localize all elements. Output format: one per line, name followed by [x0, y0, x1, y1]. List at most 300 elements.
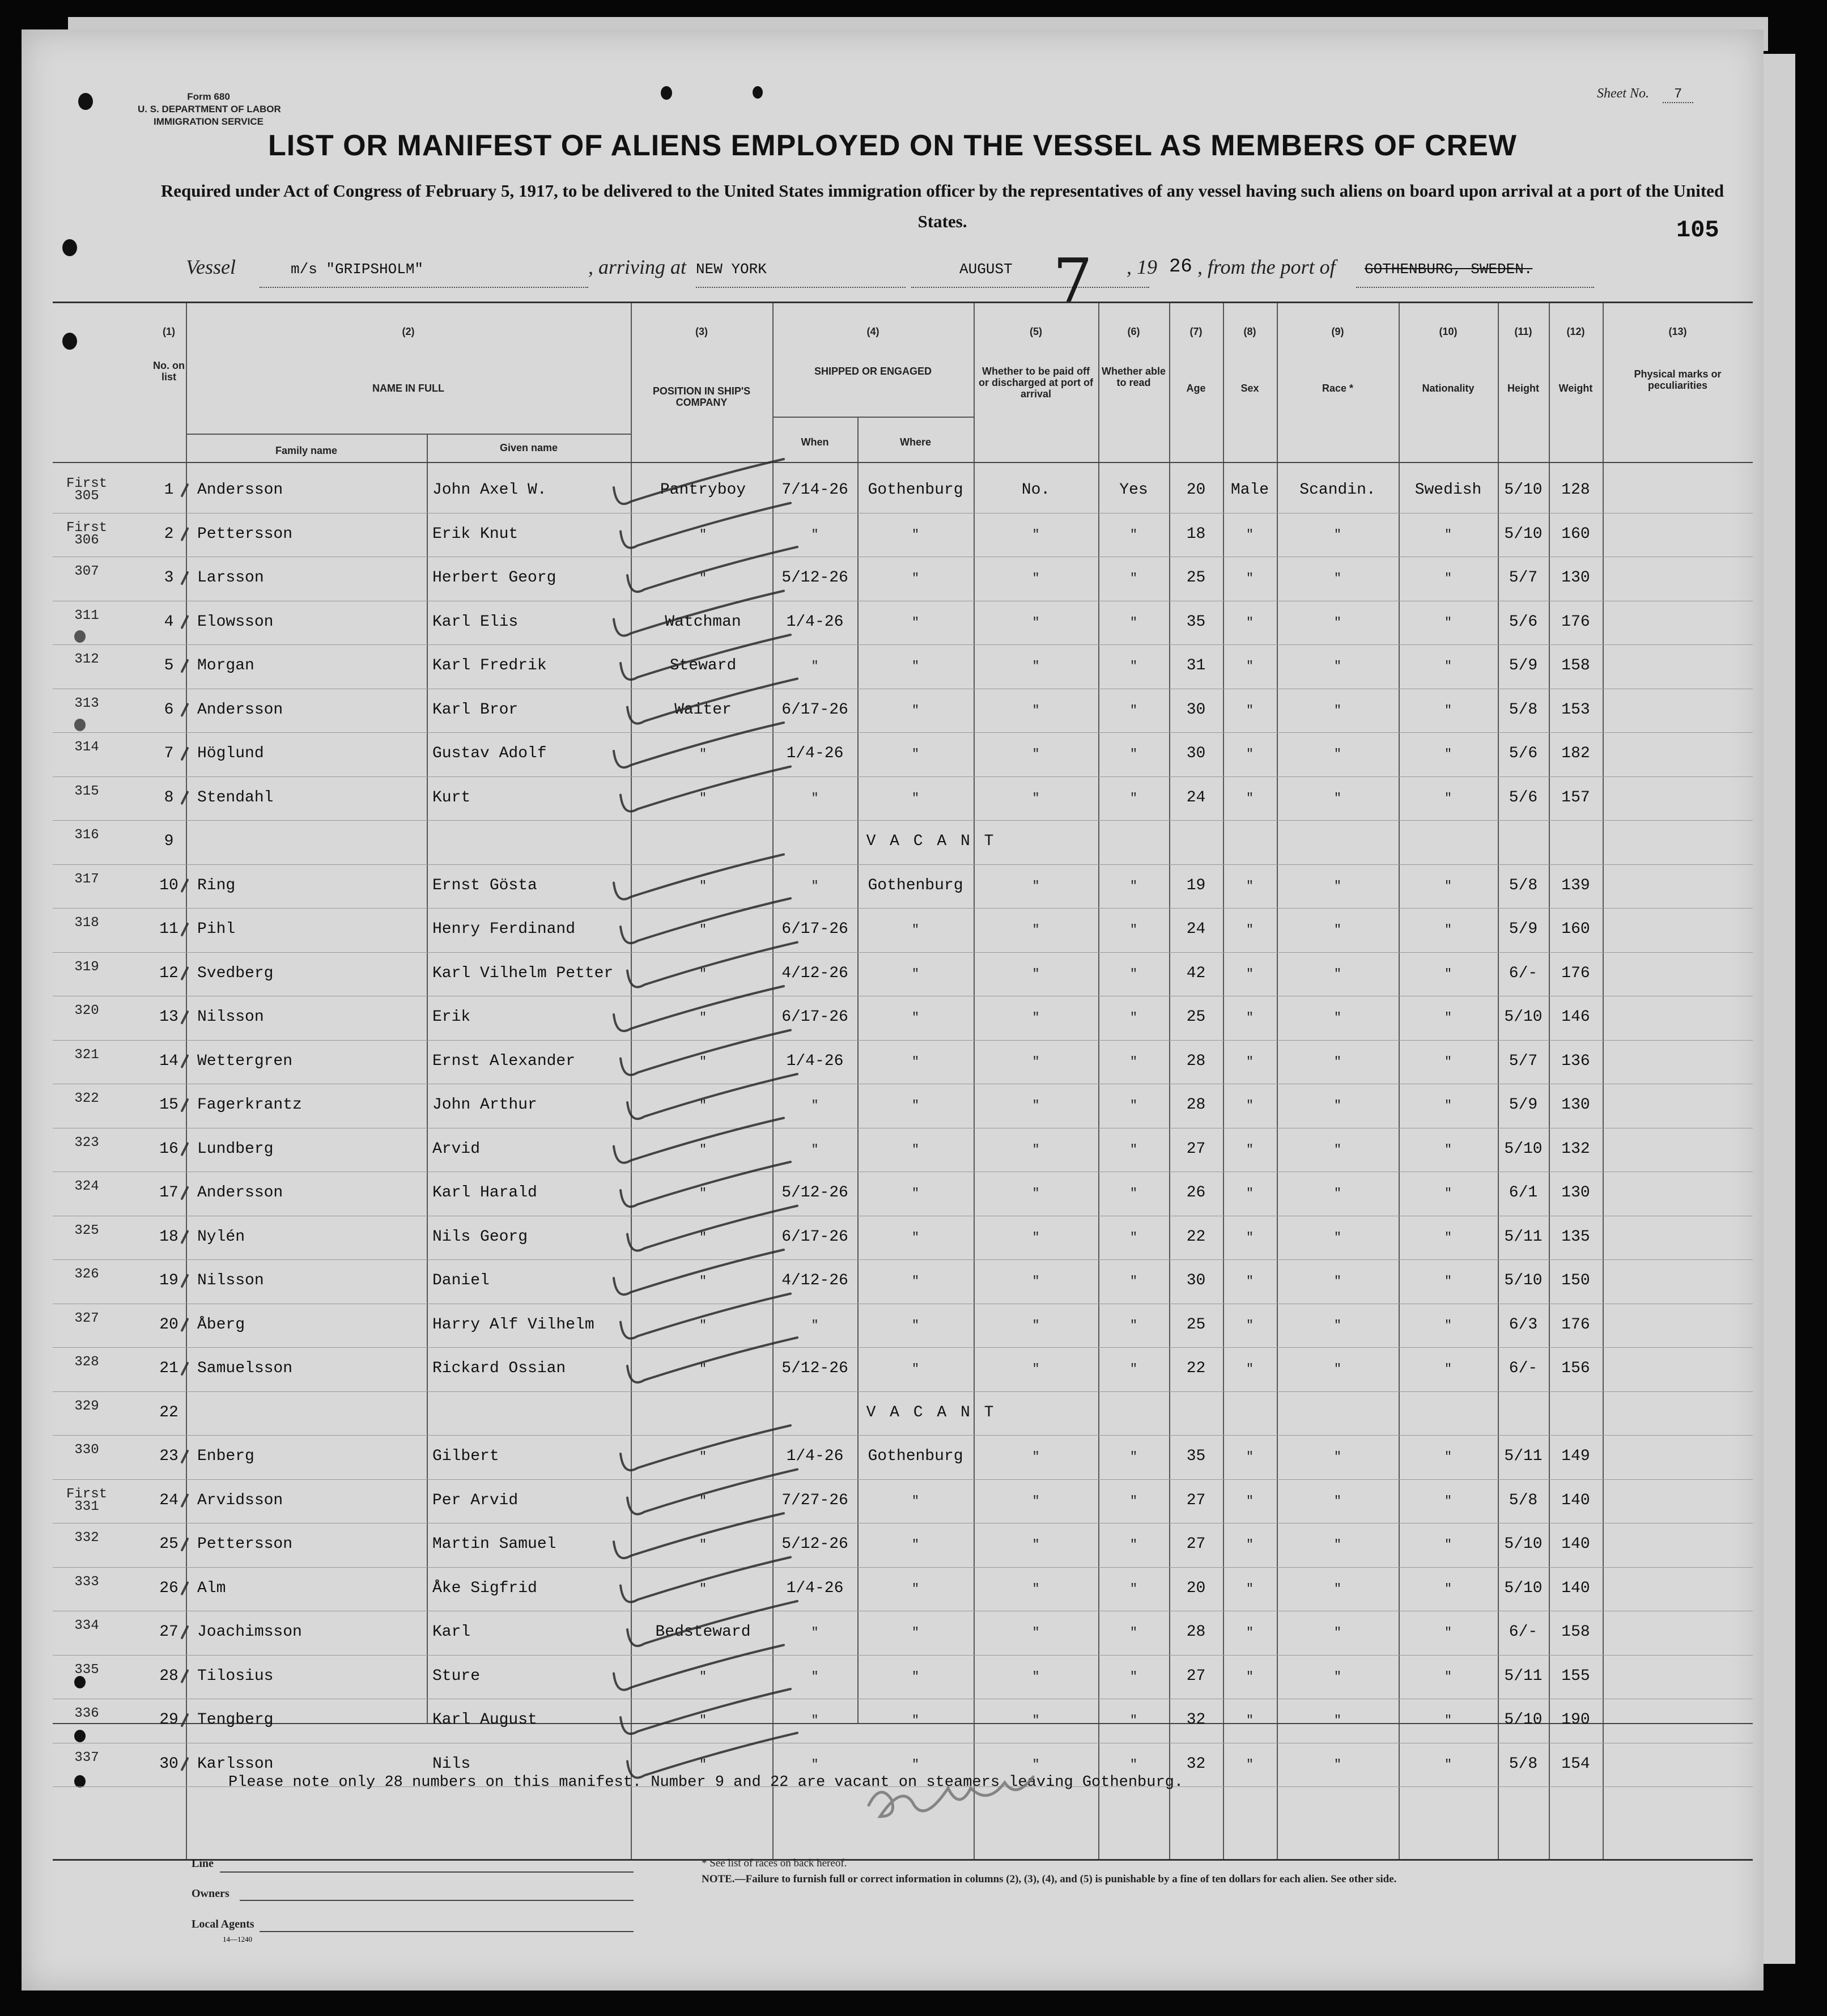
check-mark [627, 1733, 797, 1778]
cell-read: " [1129, 1098, 1138, 1113]
cell-no: 29 [159, 1711, 179, 1729]
cell-when: 5/12-26 [781, 569, 848, 587]
cell-read: " [1129, 527, 1138, 542]
margin-number: 330 [74, 1442, 99, 1458]
tick-mark [182, 572, 188, 584]
margin-number: 312 [74, 652, 99, 667]
cell-nat: " [1444, 1757, 1452, 1772]
cell-when: 1/4-26 [786, 1579, 844, 1597]
cell-sex: " [1246, 571, 1254, 585]
cell-height: 5/6 [1509, 745, 1538, 762]
cell-family: Andersson [197, 1184, 283, 1202]
cell-nat: " [1444, 1538, 1452, 1552]
margin-number: First 305 [66, 476, 107, 504]
cell-nat: " [1444, 1669, 1452, 1684]
margin-number: 321 [74, 1047, 99, 1063]
tick-mark [182, 924, 188, 935]
cell-height: 5/9 [1509, 657, 1538, 674]
cell-when: 7/14-26 [781, 481, 848, 499]
cell-height: 5/8 [1509, 876, 1538, 894]
cell-weight: 149 [1561, 1448, 1590, 1465]
cell-age: 24 [1186, 788, 1206, 807]
cell-when: " [811, 1669, 819, 1684]
cell-family: Pettersson [197, 1535, 293, 1553]
cell-position: " [699, 1362, 707, 1376]
header-race: Race * [1322, 383, 1354, 394]
cell-where: " [911, 1318, 920, 1332]
margin-number: 315 [74, 783, 99, 799]
cell-height: 5/8 [1509, 1755, 1538, 1773]
cell-paid: " [1032, 747, 1040, 761]
handwritten-check-marks [53, 303, 1753, 1859]
cell-no: 26 [159, 1579, 179, 1597]
cell-where: " [911, 1538, 920, 1552]
tick-mark [182, 1759, 188, 1770]
cell-given: Karl Elis [432, 613, 519, 631]
cell-weight: 160 [1561, 525, 1590, 543]
cell-paid: " [1032, 1186, 1040, 1200]
cell-where: Gothenburg [868, 1448, 963, 1465]
cell-weight: 154 [1561, 1755, 1590, 1773]
col-num-6: (6) [1127, 326, 1140, 337]
cell-position: " [699, 1186, 707, 1200]
cell-sex: " [1246, 1538, 1254, 1552]
cell-paid: " [1032, 1538, 1040, 1552]
cell-age: 22 [1186, 1360, 1206, 1377]
check-mark [614, 459, 784, 504]
cell-where: " [911, 1362, 920, 1376]
cell-family: Fagerkrantz [197, 1096, 302, 1114]
cell-position: " [699, 923, 707, 937]
cell-read: " [1129, 1318, 1138, 1332]
header-family-name: Family name [275, 445, 338, 456]
cell-sex: " [1246, 1230, 1254, 1245]
departure-label: , from the port of [1197, 256, 1336, 278]
cell-no: 24 [159, 1491, 179, 1509]
cell-height: 6/- [1509, 1623, 1538, 1641]
cell-weight: 176 [1561, 613, 1590, 631]
margin-number: 313 [74, 695, 99, 711]
cell-race: " [1333, 1142, 1342, 1157]
cell-given: Erik [432, 1008, 471, 1026]
cell-sex: " [1246, 1098, 1254, 1113]
cell-age: 42 [1186, 964, 1206, 982]
cell-where: " [911, 615, 920, 630]
cell-race: " [1333, 1230, 1342, 1245]
cell-nat: " [1444, 1493, 1452, 1508]
margin-number: 333 [74, 1574, 99, 1590]
cell-given: Nils Georg [432, 1228, 528, 1246]
cell-race: " [1333, 1581, 1342, 1596]
header-no-on-list: No. on list [153, 360, 185, 383]
cell-family: Morgan [197, 657, 254, 674]
check-mark [621, 1557, 791, 1602]
cell-age: 27 [1186, 1140, 1206, 1158]
cell-given: Karl Vilhelm Petter [432, 964, 614, 982]
cell-given: Nils [432, 1755, 471, 1773]
cell-age: 28 [1186, 1052, 1206, 1070]
cell-weight: 140 [1561, 1491, 1590, 1509]
cell-family: Nilsson [197, 1008, 264, 1026]
cell-paid: " [1032, 659, 1040, 673]
cell-paid: " [1032, 1274, 1040, 1288]
cell-family: Svedberg [197, 964, 274, 982]
margin-number: 325 [74, 1223, 99, 1238]
cell-paid: " [1032, 966, 1040, 981]
cell-age: 22 [1186, 1228, 1206, 1246]
cell-race: " [1333, 571, 1342, 585]
tick-mark [182, 485, 188, 496]
cell-height: 5/10 [1504, 1140, 1543, 1158]
departure-port: GOTHENBURG, SWEDEN. [1365, 261, 1533, 278]
cell-sex: " [1246, 747, 1254, 761]
tick-mark [182, 617, 188, 628]
cell-weight: 153 [1561, 701, 1590, 719]
cell-family: Joachimsson [197, 1623, 302, 1641]
cell-weight: 132 [1561, 1140, 1590, 1158]
cell-race: " [1333, 1318, 1342, 1332]
cell-read: " [1129, 615, 1138, 630]
cell-sex: " [1246, 703, 1254, 718]
cell-age: 27 [1186, 1491, 1206, 1509]
vacancy-note: Please note only 28 numbers on this manifest. Number 9 and 22 are vacant on steamers leaving Gothenburg. [228, 1774, 1184, 1791]
cell-race: " [1333, 659, 1342, 673]
cell-read: " [1129, 1142, 1138, 1157]
cell-where: " [911, 1669, 920, 1684]
cell-weight: 140 [1561, 1535, 1590, 1553]
cell-position: " [699, 1757, 707, 1772]
cell-height: 6/- [1509, 1360, 1538, 1377]
cell-given: Karl Fredrik [432, 657, 547, 674]
cell-family: Nilsson [197, 1272, 264, 1289]
arrival-port: NEW YORK [696, 261, 767, 278]
cell-read: " [1129, 747, 1138, 761]
check-mark [614, 986, 784, 1031]
manifest-page [22, 29, 1764, 1990]
cell-height: 6/3 [1509, 1315, 1538, 1334]
tick-mark [182, 968, 188, 979]
cell-paid: " [1032, 791, 1040, 805]
sheet-value: 7 [1663, 87, 1693, 103]
cell-when: " [811, 527, 819, 542]
check-mark [621, 1689, 791, 1734]
header-paid-off: Whether to be paid off or discharged at port of arrival [978, 366, 1094, 400]
cell-no: 10 [159, 876, 179, 894]
cell-age: 25 [1186, 1315, 1206, 1334]
cell-paid: " [1032, 878, 1040, 893]
arrival-day: 7 [1053, 245, 1093, 317]
cell-position: " [699, 1318, 707, 1332]
cell-where: " [911, 703, 920, 718]
cell-sex: " [1246, 1318, 1254, 1332]
col-num-3: (3) [695, 326, 708, 337]
cell-weight: 176 [1561, 1315, 1590, 1334]
cell-position: " [699, 571, 707, 585]
cell-race: Scandin. [1299, 481, 1376, 499]
cell-when: 1/4-26 [786, 1052, 844, 1070]
col-num-2: (2) [402, 326, 415, 337]
check-mark [621, 635, 791, 680]
tick-mark [182, 1363, 188, 1374]
cell-height: 5/6 [1509, 613, 1538, 631]
cell-no: 27 [159, 1623, 179, 1641]
cell-position: Pantryboy [660, 481, 746, 499]
cell-sex: " [1246, 527, 1254, 542]
cell-paid: " [1032, 703, 1040, 718]
tick-mark [182, 1012, 188, 1023]
cell-sex: " [1246, 1625, 1254, 1640]
tick-mark [182, 1144, 188, 1155]
cell-where: " [911, 1581, 920, 1596]
arriving-label: , arriving at [588, 256, 687, 278]
cell-read: " [1129, 571, 1138, 585]
punch-hole [78, 93, 93, 110]
cell-paid: " [1032, 1230, 1040, 1245]
cell-weight: 160 [1561, 920, 1590, 938]
cell-given: Per Arvid [432, 1491, 519, 1509]
margin-number: 329 [74, 1398, 99, 1414]
cell-read: Yes [1119, 481, 1148, 499]
cell-weight: 158 [1561, 1623, 1590, 1641]
cell-no: 1 [164, 481, 174, 499]
cell-race: " [1333, 747, 1342, 761]
cell-nat: " [1444, 1318, 1452, 1332]
cell-read: " [1129, 1625, 1138, 1640]
check-mark [621, 1030, 791, 1075]
cell-position: Watchman [665, 613, 741, 631]
form-print-code: 14—1240 [223, 1935, 252, 1943]
cell-position: " [699, 791, 707, 805]
cell-given: Gustav Adolf [432, 745, 547, 762]
tick-mark [182, 792, 188, 804]
cell-where: " [911, 527, 920, 542]
cell-no: 9 [164, 833, 174, 850]
cell-no: 12 [159, 964, 179, 982]
cell-nat: " [1444, 1054, 1452, 1069]
sheet-number [1597, 86, 1693, 102]
cell-when: 5/12-26 [781, 1535, 848, 1553]
cell-when: 5/12-26 [781, 1184, 848, 1202]
tick-mark [182, 1495, 188, 1506]
cell-age: 35 [1186, 613, 1206, 631]
cell-where: " [911, 1186, 920, 1200]
cell-paid: " [1032, 923, 1040, 937]
header-where: Where [899, 436, 931, 448]
margin-number: First 306 [66, 520, 107, 548]
cell-sex: " [1246, 1142, 1254, 1157]
col-num-7: (7) [1189, 326, 1203, 337]
cell-nat: " [1444, 1362, 1452, 1376]
cell-no: 14 [159, 1052, 179, 1070]
cell-race: " [1333, 878, 1342, 893]
cell-given: Ernst Gösta [432, 876, 537, 894]
margin-number: 328 [74, 1355, 99, 1370]
cell-age: 19 [1186, 876, 1206, 894]
check-mark [621, 1294, 791, 1339]
footer-line-label: Line [192, 1857, 214, 1870]
cell-nat: " [1444, 527, 1452, 542]
cell-no: 16 [159, 1140, 179, 1158]
cell-given: Gilbert [432, 1448, 499, 1465]
cell-position: Waiter [674, 701, 732, 719]
col-num-5: (5) [1030, 326, 1042, 337]
cell-nat: " [1444, 1098, 1452, 1113]
cell-weight: 182 [1561, 745, 1590, 762]
cell-read: " [1129, 966, 1138, 981]
cell-read: " [1129, 659, 1138, 673]
cell-position: " [699, 1230, 707, 1245]
cell-no: 20 [159, 1315, 179, 1334]
cell-where: " [911, 1493, 920, 1508]
check-mark [614, 1250, 784, 1295]
tick-mark [182, 1627, 188, 1638]
cell-no: 13 [159, 1008, 179, 1026]
cell-paid: " [1032, 1713, 1040, 1728]
cell-no: 23 [159, 1448, 179, 1465]
cell-race: " [1333, 1362, 1342, 1376]
header-able-to-read: Whether able to read [1101, 366, 1166, 388]
cell-race: " [1333, 966, 1342, 981]
cell-race: " [1333, 1713, 1342, 1728]
cell-height: 5/11 [1504, 1448, 1543, 1465]
cell-given: Karl [432, 1623, 471, 1641]
cell-nat: " [1444, 1230, 1452, 1245]
margin-number: 320 [74, 1003, 99, 1018]
cell-family: Karlsson [197, 1755, 274, 1773]
cell-paid: No. [1021, 481, 1051, 499]
margin-number: 332 [74, 1530, 99, 1546]
footer-agents-label: Local Agents [192, 1918, 254, 1930]
check-mark [614, 1118, 784, 1163]
check-mark [614, 855, 784, 899]
cell-given: Henry Ferdinand [432, 920, 576, 938]
cell-nat: " [1444, 571, 1452, 585]
tick-mark [182, 748, 188, 759]
cell-given: Harry Alf Vilhelm [432, 1315, 594, 1334]
cell-height: 5/11 [1504, 1228, 1543, 1246]
check-mark [614, 591, 784, 636]
race-footnote: * See list of races on back hereof. [702, 1857, 847, 1869]
tick-mark [182, 1451, 188, 1462]
header-age: Age [1186, 383, 1206, 394]
cell-sex: " [1246, 791, 1254, 805]
check-mark [614, 723, 784, 767]
form-identifier [138, 91, 279, 128]
cell-where: " [911, 1757, 920, 1772]
cell-height: 5/10 [1504, 1579, 1543, 1597]
cell-height: 5/7 [1509, 569, 1538, 587]
cell-when: 6/17-26 [781, 920, 848, 938]
cell-read: " [1129, 923, 1138, 937]
cell-given: Daniel [432, 1272, 490, 1289]
check-mark [627, 547, 797, 592]
cell-paid: " [1032, 1493, 1040, 1508]
cell-sex: Male [1230, 481, 1269, 499]
margin-number: 311 [74, 608, 99, 623]
cell-weight: 128 [1561, 481, 1590, 499]
cell-race: " [1333, 1669, 1342, 1684]
check-mark [627, 679, 797, 724]
col-num-11: (11) [1514, 326, 1532, 337]
cell-paid: " [1032, 1011, 1040, 1025]
cell-position: " [699, 1493, 707, 1508]
cell-position: " [699, 1713, 707, 1728]
service-name: IMMIGRATION SERVICE [154, 116, 264, 127]
header-when: When [801, 436, 829, 448]
cell-where: " [911, 966, 920, 981]
cell-paid: " [1032, 1669, 1040, 1684]
cell-height: 5/10 [1504, 481, 1543, 499]
cell-given: Arvid [432, 1140, 481, 1158]
cell-age: 20 [1186, 1579, 1206, 1597]
cell-when: " [811, 1713, 819, 1728]
cell-position: " [699, 1669, 707, 1684]
cell-race: " [1333, 527, 1342, 542]
col-num-9: (9) [1331, 326, 1344, 337]
cell-sex: " [1246, 615, 1254, 630]
cell-where: " [911, 747, 920, 761]
cell-nat: " [1444, 1186, 1452, 1200]
cell-read: " [1129, 1230, 1138, 1245]
cell-read: " [1129, 703, 1138, 718]
cell-height: 5/10 [1504, 1272, 1543, 1289]
cell-position: " [699, 747, 707, 761]
cell-sex: " [1246, 1450, 1254, 1464]
cell-where: " [911, 1274, 920, 1288]
check-mark [614, 1645, 784, 1690]
cell-given: Martin Samuel [432, 1535, 556, 1553]
cell-family: Lundberg [197, 1140, 274, 1158]
check-mark [627, 1074, 797, 1119]
check-mark [627, 1470, 797, 1514]
margin-number: 326 [74, 1267, 99, 1282]
cell-no: 21 [159, 1360, 179, 1377]
cell-where: Gothenburg [868, 876, 963, 894]
document-subtitle: Required under Act of Congress of February 5, 1917, to be delivered to the United States immigration officer by the representatives of any vessel having such aliens on board upon arrival at a port of the United States. [160, 181, 1724, 231]
cell-race: " [1333, 1186, 1342, 1200]
cell-race: " [1333, 1625, 1342, 1640]
cell-read: " [1129, 1362, 1138, 1376]
cell-given: Åke Sigfrid [432, 1579, 537, 1597]
cell-given: John Arthur [432, 1096, 537, 1114]
cell-when: 4/12-26 [781, 1272, 848, 1289]
cell-where: " [911, 1713, 920, 1728]
cell-nat: " [1444, 615, 1452, 630]
check-mark [621, 1425, 791, 1470]
col-num-1: (1) [163, 326, 175, 337]
cell-family: Arvidsson [197, 1491, 283, 1509]
tick-mark [182, 1056, 188, 1067]
cell-height: 5/8 [1509, 701, 1538, 719]
cell-no: 7 [164, 745, 174, 762]
tick-mark [182, 1583, 188, 1594]
cell-family: Tengberg [197, 1711, 274, 1729]
header-physical-marks: Physical marks or peculiarities [1634, 368, 1722, 391]
cell-where: " [911, 571, 920, 585]
cell-height: 5/8 [1509, 1491, 1538, 1509]
cell-height: 5/10 [1504, 1008, 1543, 1026]
cell-when: " [811, 1142, 819, 1157]
cell-no: 22 [159, 1403, 179, 1421]
cell-paid: " [1032, 1581, 1040, 1596]
margin-number: 327 [74, 1310, 99, 1326]
cell-nat: " [1444, 1011, 1452, 1025]
cell-sex: " [1246, 1713, 1254, 1728]
tick-mark [182, 704, 188, 716]
form-number: Form 680 [187, 91, 230, 102]
check-mark [627, 1206, 797, 1251]
cell-race: " [1333, 791, 1342, 805]
